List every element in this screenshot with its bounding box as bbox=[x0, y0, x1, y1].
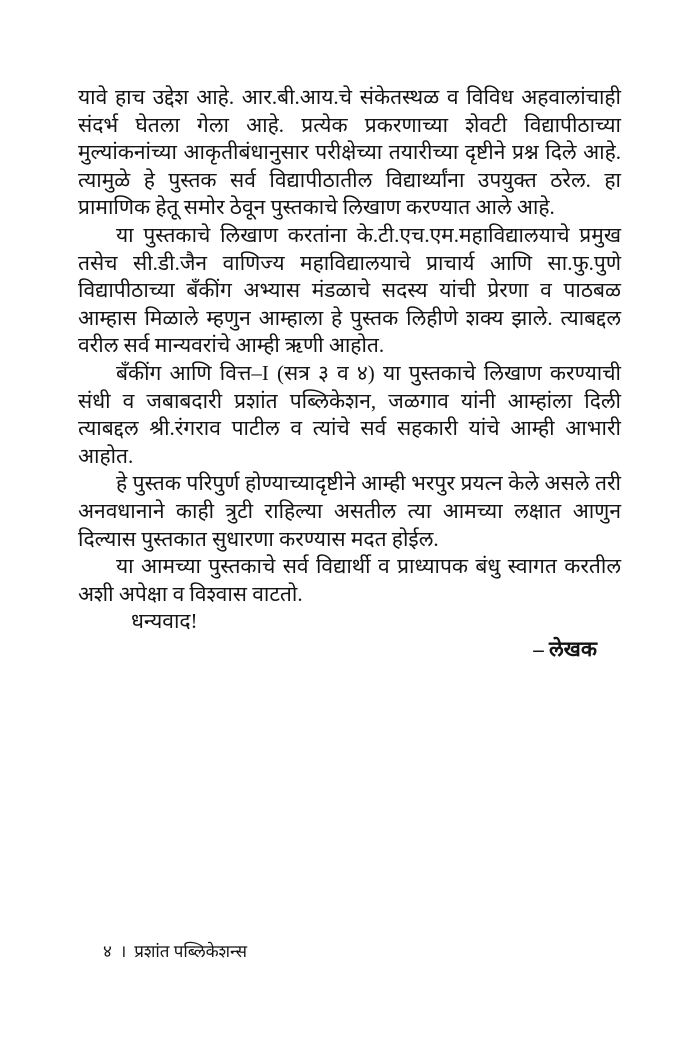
paragraph-errata-note: हे पुस्तक परिपुर्ण होण्याच्यादृष्टीने आम्ही भरपुर प्रयत्न केले असले तरी अनवधानाने काही त्रुटी राहिल्या असतील त्या आमच्या लक्षात आणुन दिल्यास पुस्तकात सुधारणा करण्यास मदत होईल. bbox=[78, 471, 621, 551]
footer-separator: । bbox=[119, 942, 127, 961]
author-signature: – लेखक bbox=[533, 636, 597, 661]
paragraph-acknowledgement-publisher: बँकींग आणि वित्त–I (सत्र ३ व ४) या पुस्तकाचे लिखाण करण्याची संधी व जबाबदारी प्रशांत पब्लिकेशन, जळगाव यांनी आम्हांला दिली त्याबद्दल श्री.रंगराव पाटील व त्यांचे सर्व सहकारी यांचे आम्ही आभारी आहोत. bbox=[78, 360, 621, 468]
paragraph-welcome-hope: या आमच्या पुस्तकाचे सर्व विद्यार्थी व प्राध्यापक बंधु स्वागत करतील अशी अपेक्षा व विश्वास वाटतो. bbox=[78, 554, 621, 606]
paragraph-acknowledgement-college: या पुस्तकाचे लिखाण करतांना के.टी.एच.एम.महाविद्यालयाचे प्रमुख तसेच सी.डी.जैन वाणिज्य महाविद्यालयाचे प्राचार्य आणि सा.फु.पुणे विद्यापीठाच्या बँकींग अभ्यास मंडळाचे सदस्य यांची प्रेरणा व पाठबळ आम्हास मिळाले म्हणुन आम्हाला हे पुस्तक लिहीणे शक्य झाले. त्याबद्दल वरील सर्व मान्यवरांचे आम्ही ऋणी आहोत. bbox=[78, 222, 621, 358]
paragraph-continuation: यावे हाच उद्देश आहे. आर.बी.आय.चे संकेतस्थळ व विविध अहवालांचाही संदर्भ घेतला गेला आहे. प्रत्येक प्रकरणाच्या शेवटी विद्यापीठाच्या मुल्यांकनांच्या आकृतीबंधानुसार परीक्षेच्या तयारीच्या दृष्टीने प्रश्न दिले आहे. त्यामुळे हे पुस्तक सर्व विद्यापीठातील विद्यार्थ्यांना उपयुक्त ठरेल. हा प्रामाणिक हेतू समोर ठेवून पुस्तकाचे लिखाण करण्यात आले आहे. bbox=[78, 85, 621, 220]
paragraph-thanks: धन्यवाद! bbox=[131, 609, 198, 634]
page-number: ४ bbox=[103, 942, 112, 961]
publisher-name: प्रशांत पब्लिकेशन्स bbox=[134, 942, 248, 961]
page-footer bbox=[103, 941, 247, 963]
preface-text-block bbox=[78, 84, 621, 663]
